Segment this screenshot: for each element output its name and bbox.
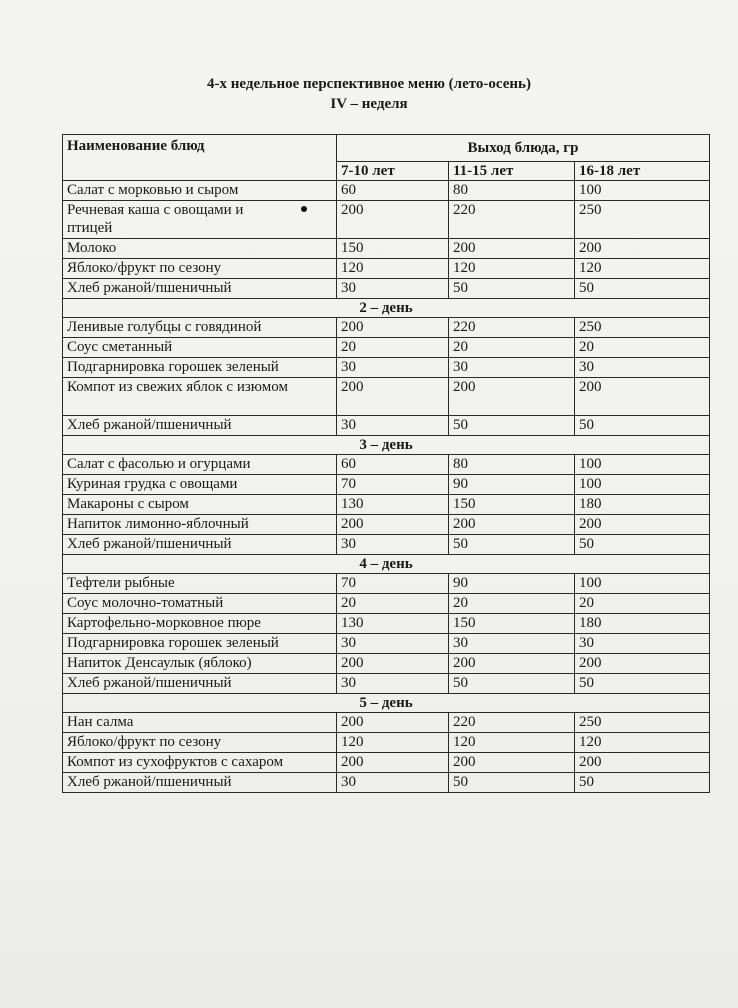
dish-name-cell bbox=[63, 773, 337, 793]
yield-cell-7-10: 200 bbox=[337, 318, 449, 338]
yield-cell-11-15: 50 bbox=[449, 674, 575, 694]
yield-cell-11-15: 80 bbox=[449, 455, 575, 475]
dish-name: Хлеб ржаной/пшеничный bbox=[67, 280, 232, 296]
yield-cell-16-18: 250 bbox=[575, 713, 710, 733]
dish-name: Хлеб ржаной/пшеничный bbox=[67, 774, 232, 790]
yield-cell-7-10: 200 bbox=[337, 515, 449, 535]
dish-name-cell bbox=[63, 574, 337, 594]
dish-name: Тефтели рыбные bbox=[67, 575, 175, 591]
yield-cell-11-15: 220 bbox=[449, 201, 575, 239]
dish-name: Хлеб ржаной/пшеничный bbox=[67, 536, 232, 552]
yield-cell-16-18: 200 bbox=[575, 654, 710, 674]
table-row bbox=[63, 753, 710, 773]
yield-cell-7-10: 60 bbox=[337, 455, 449, 475]
yield-cell-11-15: 200 bbox=[449, 753, 575, 773]
title-line-2: IV – неделя bbox=[330, 96, 408, 112]
yield-cell-11-15: 150 bbox=[449, 614, 575, 634]
day-header-row bbox=[63, 555, 710, 574]
table-row bbox=[63, 674, 710, 694]
dish-name: Подгарнировка горошек зеленый bbox=[67, 635, 279, 651]
yield-cell-16-18: 50 bbox=[575, 416, 710, 436]
dish-name: Молоко bbox=[67, 240, 117, 256]
yield-cell-7-10: 30 bbox=[337, 773, 449, 793]
yield-cell-16-18: 30 bbox=[575, 358, 710, 378]
dish-name: Ленивые голубцы с говядиной bbox=[67, 319, 262, 335]
yield-cell-7-10: 70 bbox=[337, 475, 449, 495]
table-row bbox=[63, 733, 710, 753]
dish-name-cell bbox=[63, 378, 337, 416]
dish-name-cell bbox=[63, 279, 337, 299]
table-row bbox=[63, 495, 710, 515]
table-row bbox=[63, 279, 710, 299]
yield-cell-7-10: 30 bbox=[337, 674, 449, 694]
dish-name-cell bbox=[63, 475, 337, 495]
dish-name-cell bbox=[63, 455, 337, 475]
yield-cell-16-18: 250 bbox=[575, 318, 710, 338]
yield-cell-11-15: 90 bbox=[449, 574, 575, 594]
table-row bbox=[63, 614, 710, 634]
day-label: 4 – день bbox=[63, 555, 710, 574]
yield-cell-11-15: 220 bbox=[449, 713, 575, 733]
yield-cell-16-18: 200 bbox=[575, 753, 710, 773]
yield-cell-16-18: 50 bbox=[575, 773, 710, 793]
dish-name-cell bbox=[63, 674, 337, 694]
yield-cell-7-10: 30 bbox=[337, 416, 449, 436]
dish-name-cell bbox=[63, 181, 337, 201]
yield-cell-16-18: 50 bbox=[575, 279, 710, 299]
dish-name-cell bbox=[63, 654, 337, 674]
dish-name: Хлеб ржаной/пшеничный bbox=[67, 675, 232, 691]
yield-cell-7-10: 120 bbox=[337, 259, 449, 279]
yield-cell-11-15: 20 bbox=[449, 338, 575, 358]
yield-cell-11-15: 50 bbox=[449, 416, 575, 436]
dish-name: Напиток Денсаулык (яблоко) bbox=[67, 655, 252, 671]
yield-cell-16-18: 250 bbox=[575, 201, 710, 239]
dish-name-cell bbox=[63, 201, 337, 239]
dish-name: Подгарнировка горошек зеленый bbox=[67, 359, 279, 375]
yield-cell-7-10: 200 bbox=[337, 378, 449, 416]
dish-name: Салат с фасолью и огурцами bbox=[67, 456, 251, 472]
yield-cell-16-18: 100 bbox=[575, 574, 710, 594]
yield-cell-7-10: 30 bbox=[337, 634, 449, 654]
table-row bbox=[63, 594, 710, 614]
yield-cell-16-18: 180 bbox=[575, 495, 710, 515]
title-line-1: 4-х недельное перспективное меню (лето-осень) bbox=[207, 76, 531, 92]
yield-cell-16-18: 180 bbox=[575, 614, 710, 634]
dish-name-cell bbox=[63, 594, 337, 614]
dish-name: Хлеб ржаной/пшеничный bbox=[67, 417, 232, 433]
dish-name-cell bbox=[63, 713, 337, 733]
yield-cell-7-10: 200 bbox=[337, 753, 449, 773]
yield-cell-11-15: 20 bbox=[449, 594, 575, 614]
dish-name-cell bbox=[63, 614, 337, 634]
yield-cell-7-10: 200 bbox=[337, 654, 449, 674]
yield-cell-11-15: 150 bbox=[449, 495, 575, 515]
dish-name: Куриная грудка с овощами bbox=[67, 476, 238, 492]
yield-cell-11-15: 30 bbox=[449, 634, 575, 654]
table-row bbox=[63, 475, 710, 495]
table-header-row bbox=[63, 135, 710, 162]
table-row bbox=[63, 654, 710, 674]
yield-cell-16-18: 50 bbox=[575, 535, 710, 555]
table-row bbox=[63, 515, 710, 535]
dish-name: Компот из сухофруктов с сахаром bbox=[67, 754, 284, 770]
yield-cell-11-15: 120 bbox=[449, 259, 575, 279]
header-dish-name: Наименование блюд bbox=[63, 135, 337, 181]
table-row bbox=[63, 574, 710, 594]
yield-cell-11-15: 30 bbox=[449, 358, 575, 378]
dish-name: Компот из свежих яблок с изюмом bbox=[67, 379, 289, 395]
yield-cell-7-10: 20 bbox=[337, 338, 449, 358]
table-row bbox=[63, 181, 710, 201]
dish-name: Нан салма bbox=[67, 714, 134, 730]
yield-cell-16-18: 20 bbox=[575, 338, 710, 358]
yield-cell-16-18: 120 bbox=[575, 733, 710, 753]
yield-cell-16-18: 200 bbox=[575, 378, 710, 416]
dish-name-cell bbox=[63, 416, 337, 436]
yield-cell-16-18: 200 bbox=[575, 515, 710, 535]
table-row bbox=[63, 416, 710, 436]
day-header-row bbox=[63, 436, 710, 455]
table-row bbox=[63, 378, 710, 416]
yield-cell-16-18: 100 bbox=[575, 475, 710, 495]
dish-name-cell bbox=[63, 239, 337, 259]
table-row bbox=[63, 338, 710, 358]
yield-cell-7-10: 120 bbox=[337, 733, 449, 753]
table-row bbox=[63, 773, 710, 793]
yield-cell-7-10: 60 bbox=[337, 181, 449, 201]
table-row bbox=[63, 201, 710, 239]
yield-cell-7-10: 30 bbox=[337, 358, 449, 378]
dish-name-cell bbox=[63, 634, 337, 654]
yield-cell-7-10: 130 bbox=[337, 614, 449, 634]
table-row bbox=[63, 634, 710, 654]
dish-name: Яблоко/фрукт по сезону bbox=[67, 734, 222, 750]
dish-name: Напиток лимонно-яблочный bbox=[67, 516, 249, 532]
yield-cell-11-15: 50 bbox=[449, 773, 575, 793]
day-header-row bbox=[63, 299, 710, 318]
yield-cell-11-15: 220 bbox=[449, 318, 575, 338]
yield-cell-7-10: 200 bbox=[337, 201, 449, 239]
dish-name: Картофельно-морковное пюре bbox=[67, 615, 261, 631]
table-row bbox=[63, 358, 710, 378]
day-label: 5 – день bbox=[63, 694, 710, 713]
yield-cell-11-15: 50 bbox=[449, 279, 575, 299]
table-row bbox=[63, 259, 710, 279]
yield-cell-7-10: 30 bbox=[337, 279, 449, 299]
yield-cell-7-10: 200 bbox=[337, 713, 449, 733]
menu-table-body bbox=[63, 135, 710, 793]
dish-name-cell bbox=[63, 358, 337, 378]
dish-name-cell bbox=[63, 535, 337, 555]
yield-cell-11-15: 50 bbox=[449, 535, 575, 555]
table-row bbox=[63, 455, 710, 475]
yield-cell-11-15: 200 bbox=[449, 515, 575, 535]
yield-cell-16-18: 100 bbox=[575, 455, 710, 475]
menu-table bbox=[62, 134, 710, 793]
yield-cell-7-10: 20 bbox=[337, 594, 449, 614]
header-age-7-10: 7-10 лет bbox=[337, 162, 449, 181]
dish-name: Салат с морковью и сыром bbox=[67, 182, 239, 198]
dish-name: Яблоко/фрукт по сезону bbox=[67, 260, 222, 276]
day-header-row bbox=[63, 694, 710, 713]
yield-cell-7-10: 30 bbox=[337, 535, 449, 555]
yield-cell-7-10: 130 bbox=[337, 495, 449, 515]
header-age-11-15: 11-15 лет bbox=[449, 162, 575, 181]
dish-name-cell bbox=[63, 338, 337, 358]
day-label: 3 – день bbox=[63, 436, 710, 455]
dish-name-cell bbox=[63, 259, 337, 279]
yield-cell-11-15: 120 bbox=[449, 733, 575, 753]
dish-name-cell bbox=[63, 515, 337, 535]
dish-name-cell bbox=[63, 753, 337, 773]
yield-cell-11-15: 90 bbox=[449, 475, 575, 495]
yield-cell-11-15: 200 bbox=[449, 654, 575, 674]
dish-name-cell bbox=[63, 733, 337, 753]
header-yield: Выход блюда, гр bbox=[337, 135, 710, 162]
yield-cell-16-18: 120 bbox=[575, 259, 710, 279]
yield-cell-11-15: 200 bbox=[449, 378, 575, 416]
header-age-16-18: 16-18 лет bbox=[575, 162, 710, 181]
dish-name-cell bbox=[63, 495, 337, 515]
yield-cell-7-10: 150 bbox=[337, 239, 449, 259]
dish-name-cell bbox=[63, 318, 337, 338]
dish-name: Соус сметанный bbox=[67, 339, 173, 355]
dish-name: Макароны с сыром bbox=[67, 496, 189, 512]
yield-cell-7-10: 70 bbox=[337, 574, 449, 594]
yield-cell-16-18: 30 bbox=[575, 634, 710, 654]
yield-cell-16-18: 100 bbox=[575, 181, 710, 201]
document-title bbox=[0, 74, 738, 114]
table-row bbox=[63, 318, 710, 338]
bullet-dot-icon bbox=[301, 206, 307, 212]
dish-name: Речневая каша с овощами и птицей bbox=[67, 202, 244, 236]
dish-name: Соус молочно-томатный bbox=[67, 595, 224, 611]
yield-cell-16-18: 200 bbox=[575, 239, 710, 259]
table-row bbox=[63, 535, 710, 555]
yield-cell-11-15: 80 bbox=[449, 181, 575, 201]
yield-cell-16-18: 20 bbox=[575, 594, 710, 614]
yield-cell-16-18: 50 bbox=[575, 674, 710, 694]
table-row bbox=[63, 239, 710, 259]
yield-cell-11-15: 200 bbox=[449, 239, 575, 259]
table-row bbox=[63, 713, 710, 733]
day-label: 2 – день bbox=[63, 299, 710, 318]
